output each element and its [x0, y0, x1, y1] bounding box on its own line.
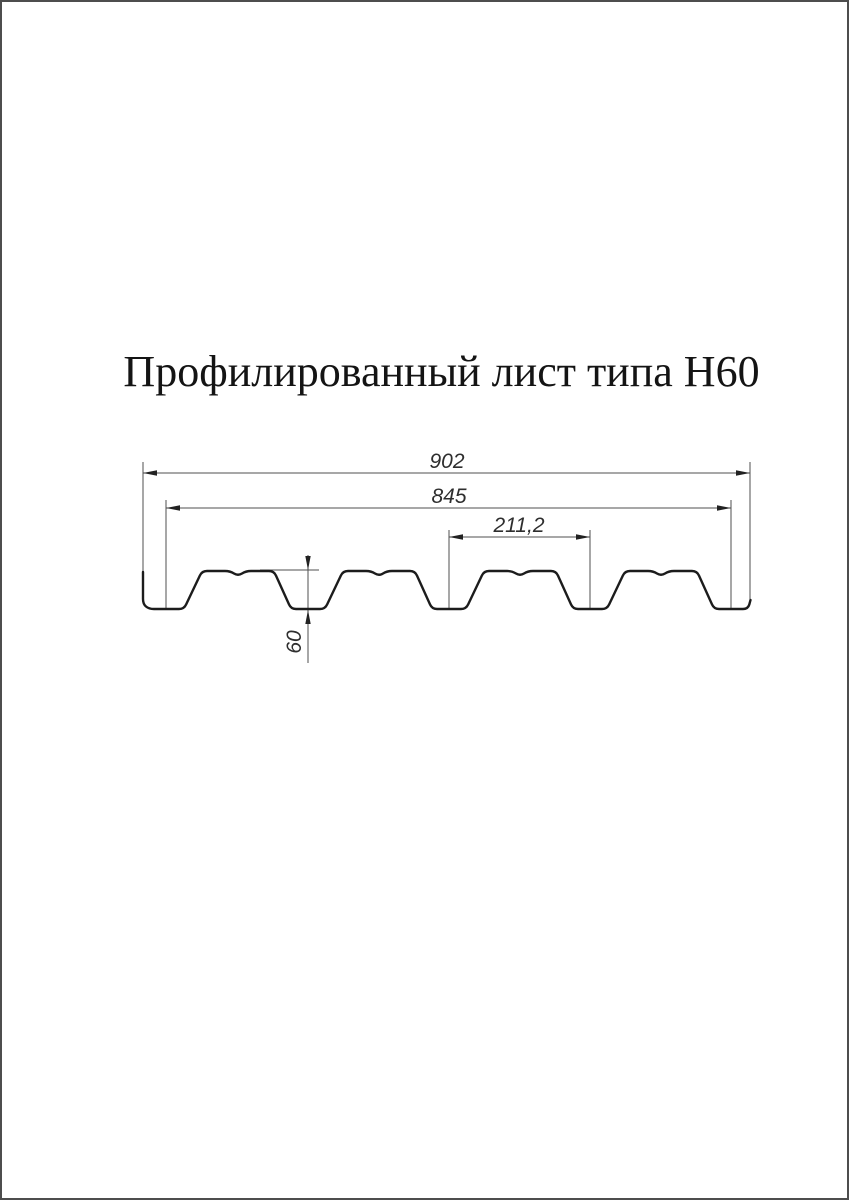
dimension-845 — [166, 485, 731, 511]
dimension-label-rib-pitch: 211,2 — [493, 514, 545, 537]
arrowhead-845-right — [717, 505, 731, 510]
arrowhead-pitch-right — [576, 534, 590, 539]
dimension-label-845: 845 — [431, 485, 467, 508]
drawing-title: Профилированный лист типа Н60 — [123, 347, 760, 396]
dimension-rib-pitch — [449, 514, 590, 540]
arrowhead-845-left — [166, 505, 180, 510]
arrowhead-height-top — [305, 556, 310, 570]
arrowhead-pitch-left — [449, 534, 463, 539]
profile-outline — [143, 571, 751, 609]
dimension-902 — [143, 450, 750, 476]
profile-drawing-canvas — [2, 2, 849, 1202]
arrowhead-902-right — [736, 470, 750, 475]
arrowhead-902-left — [143, 470, 157, 475]
dimension-label-902: 902 — [429, 450, 465, 473]
dimension-label-height: 60 — [283, 630, 306, 654]
arrowhead-height-bottom — [305, 610, 310, 624]
